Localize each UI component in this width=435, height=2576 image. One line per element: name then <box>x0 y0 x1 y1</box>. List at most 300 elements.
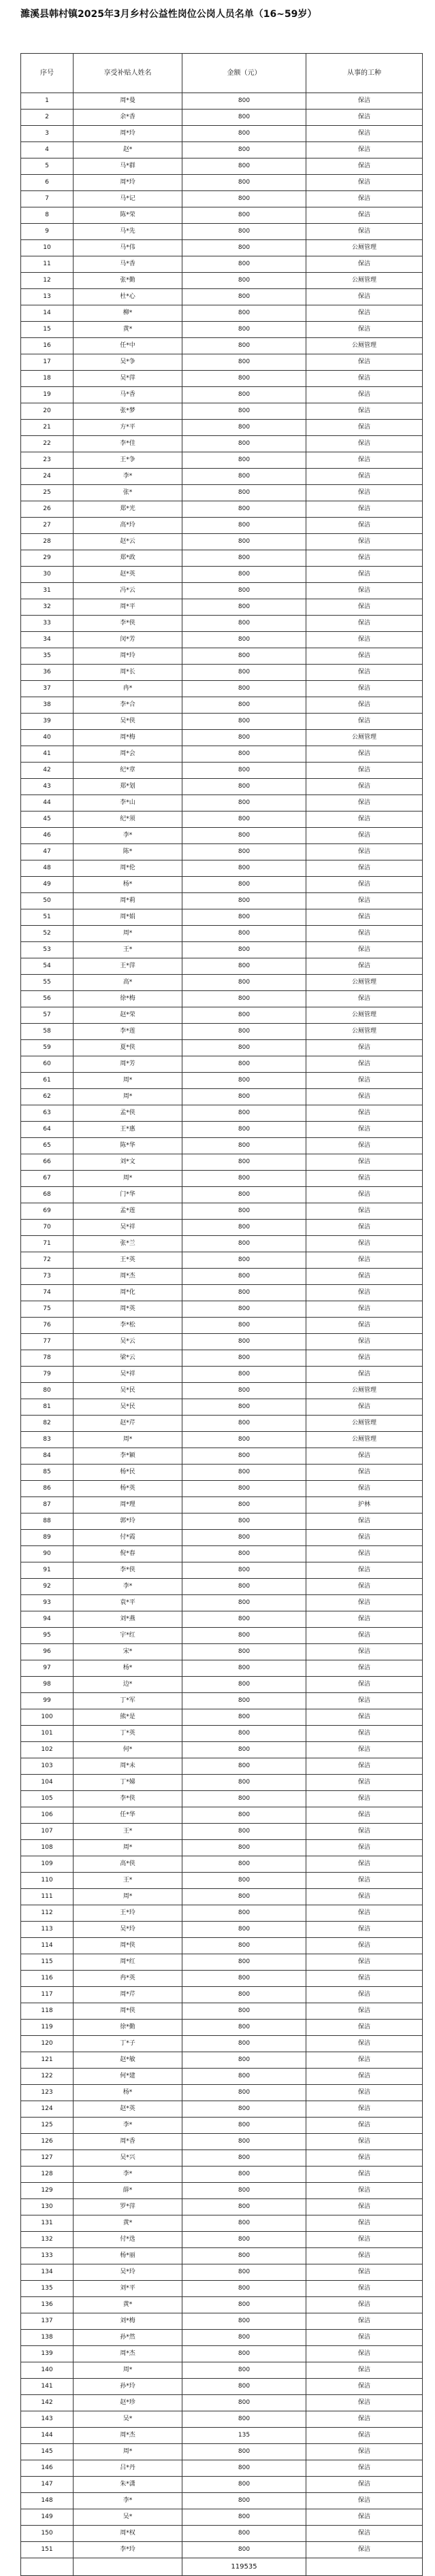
table-row <box>21 289 423 305</box>
row-amount: 800 <box>182 2248 306 2264</box>
row-job: 保洁 <box>306 420 423 436</box>
row-job: 公厕管理 <box>306 1007 423 1024</box>
row-name: 张*梦 <box>74 403 182 420</box>
row-amount: 800 <box>182 501 306 518</box>
row-name: 刘*平 <box>74 2281 182 2297</box>
row-index: 102 <box>21 1742 74 1758</box>
row-amount: 800 <box>182 1644 306 1660</box>
row-index: 40 <box>21 730 74 746</box>
row-name: 周*伦 <box>74 860 182 877</box>
row-index: 76 <box>21 1318 74 1334</box>
row-amount: 800 <box>182 2444 306 2460</box>
row-index: 126 <box>21 2134 74 2150</box>
row-index: 120 <box>21 2036 74 2052</box>
table-row <box>21 1073 423 1089</box>
row-index: 124 <box>21 2101 74 2118</box>
row-amount: 800 <box>182 436 306 452</box>
row-name: 周*莉 <box>74 893 182 909</box>
row-name: 杨* <box>74 1660 182 1677</box>
row-amount: 800 <box>182 2215 306 2232</box>
row-index: 142 <box>21 2395 74 2411</box>
row-amount: 800 <box>182 1562 306 1579</box>
row-index: 130 <box>21 2199 74 2215</box>
row-index: 87 <box>21 1497 74 1513</box>
row-amount: 800 <box>182 1318 306 1334</box>
row-amount: 800 <box>182 338 306 354</box>
row-amount: 800 <box>182 1220 306 1236</box>
table-row <box>21 2069 423 2085</box>
row-amount: 800 <box>182 2477 306 2493</box>
row-job: 保洁 <box>306 305 423 322</box>
row-job: 保洁 <box>306 714 423 730</box>
row-job: 保洁 <box>306 942 423 958</box>
row-name: 高*玲 <box>74 518 182 534</box>
row-job: 保洁 <box>306 175 423 191</box>
row-job: 保洁 <box>306 2150 423 2167</box>
row-job: 保洁 <box>306 452 423 469</box>
row-name: 李*颖 <box>74 1448 182 1465</box>
table-row <box>21 648 423 665</box>
row-amount: 800 <box>182 1742 306 1758</box>
row-index: 9 <box>21 224 74 240</box>
row-amount: 800 <box>182 452 306 469</box>
row-amount: 800 <box>182 256 306 273</box>
table-row <box>21 2101 423 2118</box>
table-row <box>21 1562 423 1579</box>
table-row <box>21 1269 423 1285</box>
row-index: 32 <box>21 599 74 616</box>
row-job: 保洁 <box>306 2183 423 2199</box>
table-row <box>21 795 423 812</box>
row-name: 余*香 <box>74 110 182 126</box>
table-row <box>21 1252 423 1269</box>
row-index: 55 <box>21 975 74 991</box>
row-job: 保洁 <box>306 2313 423 2330</box>
row-amount: 800 <box>182 1334 306 1350</box>
row-job: 保洁 <box>306 877 423 893</box>
row-job: 保洁 <box>306 1889 423 1905</box>
row-job: 保洁 <box>306 1530 423 1546</box>
row-job: 保洁 <box>306 1873 423 1889</box>
row-job: 保洁 <box>306 1040 423 1056</box>
row-amount: 800 <box>182 1089 306 1105</box>
table-row <box>21 175 423 191</box>
row-job: 保洁 <box>306 958 423 975</box>
row-amount: 800 <box>182 469 306 485</box>
table-row <box>21 2036 423 2052</box>
row-job: 保洁 <box>306 2362 423 2379</box>
row-name: 周*长 <box>74 665 182 681</box>
table-row <box>21 583 423 599</box>
table-row <box>21 534 423 550</box>
row-name: 王*惠 <box>74 1122 182 1138</box>
row-job: 保洁 <box>306 1334 423 1350</box>
row-name: 周*未 <box>74 1758 182 1775</box>
table-row <box>21 599 423 616</box>
table-row <box>21 371 423 387</box>
table-row <box>21 387 423 403</box>
table-row <box>21 1546 423 1562</box>
table-row <box>21 1954 423 1971</box>
row-job: 保洁 <box>306 795 423 812</box>
row-job: 保洁 <box>306 616 423 632</box>
row-amount: 800 <box>182 1938 306 1954</box>
row-name: 熊*是 <box>74 1709 182 1726</box>
row-amount: 800 <box>182 2346 306 2362</box>
row-amount: 800 <box>182 1677 306 1693</box>
table-row <box>21 273 423 289</box>
row-amount: 800 <box>182 697 306 714</box>
table-row <box>21 2297 423 2313</box>
row-job: 保洁 <box>306 1824 423 1840</box>
row-name: 周*玲 <box>74 175 182 191</box>
row-amount: 800 <box>182 2297 306 2313</box>
row-amount: 800 <box>182 2183 306 2199</box>
row-index: 23 <box>21 452 74 469</box>
row-amount: 800 <box>182 1595 306 1611</box>
row-index: 84 <box>21 1448 74 1465</box>
row-amount: 800 <box>182 1187 306 1203</box>
table-row <box>21 1383 423 1399</box>
row-job: 保洁 <box>306 632 423 648</box>
row-index: 50 <box>21 893 74 909</box>
row-index: 133 <box>21 2248 74 2264</box>
row-job: 公厕管理 <box>306 1416 423 1432</box>
row-name: 王* <box>74 942 182 958</box>
table-row <box>21 2395 423 2411</box>
row-name: 袁*平 <box>74 1595 182 1611</box>
row-index: 147 <box>21 2477 74 2493</box>
row-job: 保洁 <box>306 665 423 681</box>
row-name: 吴*祥 <box>74 1367 182 1383</box>
row-amount: 800 <box>182 1301 306 1318</box>
table-row <box>21 1758 423 1775</box>
row-index: 62 <box>21 1089 74 1105</box>
row-amount: 800 <box>182 991 306 1007</box>
table-row <box>21 860 423 877</box>
row-amount: 800 <box>182 93 306 110</box>
row-index: 131 <box>21 2215 74 2232</box>
row-index: 86 <box>21 1481 74 1497</box>
table-row <box>21 2134 423 2150</box>
table-row <box>21 126 423 142</box>
row-job: 保洁 <box>306 1562 423 1579</box>
row-amount: 800 <box>182 1416 306 1432</box>
row-name: 柳* <box>74 305 182 322</box>
row-amount: 800 <box>182 1807 306 1824</box>
row-name: 高* <box>74 975 182 991</box>
table-row <box>21 2542 423 2558</box>
table-row <box>21 877 423 893</box>
row-name: 郭*玲 <box>74 1513 182 1530</box>
row-name: 赵*敏 <box>74 2052 182 2069</box>
row-amount: 800 <box>182 420 306 436</box>
row-name: 丁*娣 <box>74 1775 182 1791</box>
row-amount: 800 <box>182 1497 306 1513</box>
table-row <box>21 1089 423 1105</box>
row-name: 梁*云 <box>74 1350 182 1367</box>
row-amount: 800 <box>182 1660 306 1677</box>
row-amount: 800 <box>182 665 306 681</box>
row-name: 冉* <box>74 681 182 697</box>
row-job: 保洁 <box>306 1726 423 1742</box>
row-index: 82 <box>21 1416 74 1432</box>
table-row <box>21 2493 423 2509</box>
row-index: 148 <box>21 2493 74 2509</box>
table-row <box>21 763 423 779</box>
row-job: 保洁 <box>306 1105 423 1122</box>
row-job: 保洁 <box>306 1987 423 2003</box>
row-amount: 800 <box>182 1824 306 1840</box>
row-index: 27 <box>21 518 74 534</box>
row-index: 6 <box>21 175 74 191</box>
row-job: 保洁 <box>306 1089 423 1105</box>
table-row <box>21 1122 423 1138</box>
row-amount: 800 <box>182 2264 306 2281</box>
row-index: 80 <box>21 1383 74 1399</box>
row-index: 85 <box>21 1465 74 1481</box>
row-job: 保洁 <box>306 1791 423 1807</box>
row-job: 保洁 <box>306 860 423 877</box>
row-name: 杨*英 <box>74 1481 182 1497</box>
row-index: 96 <box>21 1644 74 1660</box>
row-name: 马*香 <box>74 256 182 273</box>
row-amount: 800 <box>182 1269 306 1285</box>
row-index: 107 <box>21 1824 74 1840</box>
row-job: 保洁 <box>306 2069 423 2085</box>
row-job: 保洁 <box>306 1905 423 1922</box>
table-row <box>21 746 423 763</box>
row-amount: 800 <box>182 273 306 289</box>
row-name: 纪*章 <box>74 763 182 779</box>
row-name: 李*莲 <box>74 1024 182 1040</box>
row-name: 赵* <box>74 142 182 158</box>
row-amount: 800 <box>182 1481 306 1497</box>
table-row <box>21 616 423 632</box>
table-row <box>21 1154 423 1171</box>
row-index: 4 <box>21 142 74 158</box>
row-amount: 800 <box>182 2101 306 2118</box>
row-name: 黄* <box>74 2297 182 2313</box>
row-job: 保洁 <box>306 256 423 273</box>
row-index: 117 <box>21 1987 74 2003</box>
row-amount: 800 <box>182 795 306 812</box>
row-job: 保洁 <box>306 2509 423 2526</box>
row-index: 145 <box>21 2444 74 2460</box>
row-amount: 800 <box>182 648 306 665</box>
row-name: 周* <box>74 1073 182 1089</box>
row-name: 周*杰 <box>74 2428 182 2444</box>
table-row <box>21 909 423 926</box>
row-amount: 800 <box>182 175 306 191</box>
row-index: 122 <box>21 2069 74 2085</box>
row-amount: 800 <box>182 224 306 240</box>
row-job: 公厕管理 <box>306 338 423 354</box>
header-name: 享受补贴人姓名 <box>74 54 182 93</box>
row-amount: 800 <box>182 207 306 224</box>
row-job: 保洁 <box>306 812 423 828</box>
row-index: 44 <box>21 795 74 812</box>
row-index: 58 <box>21 1024 74 1040</box>
table-row <box>21 1644 423 1660</box>
table-row <box>21 501 423 518</box>
row-amount: 800 <box>182 1252 306 1269</box>
row-job: 保洁 <box>306 1595 423 1611</box>
row-index: 116 <box>21 1971 74 1987</box>
table-row <box>21 142 423 158</box>
row-job: 保洁 <box>306 1579 423 1595</box>
row-amount: 800 <box>182 877 306 893</box>
row-name: 赵*荣 <box>74 1007 182 1024</box>
row-job: 保洁 <box>306 2493 423 2509</box>
row-name: 李*山 <box>74 795 182 812</box>
table-row <box>21 518 423 534</box>
row-job: 保洁 <box>306 599 423 616</box>
row-amount: 800 <box>182 1856 306 1873</box>
row-index: 30 <box>21 567 74 583</box>
row-amount: 800 <box>182 828 306 844</box>
row-index: 19 <box>21 387 74 403</box>
row-job: 保洁 <box>306 1187 423 1203</box>
table-row <box>21 1693 423 1709</box>
row-amount: 800 <box>182 1579 306 1595</box>
row-amount: 800 <box>182 1056 306 1073</box>
row-name: 王*英 <box>74 1252 182 1269</box>
row-name: 周*芹 <box>74 1987 182 2003</box>
row-job: 公厕管理 <box>306 1024 423 1040</box>
row-amount: 800 <box>182 550 306 567</box>
table-row <box>21 1465 423 1481</box>
row-job: 保洁 <box>306 2248 423 2264</box>
row-index: 21 <box>21 420 74 436</box>
row-index: 101 <box>21 1726 74 1742</box>
row-index: 13 <box>21 289 74 305</box>
row-index: 121 <box>21 2052 74 2069</box>
row-amount: 800 <box>182 1791 306 1807</box>
row-amount: 800 <box>182 893 306 909</box>
row-job: 保洁 <box>306 534 423 550</box>
table-row <box>21 1138 423 1154</box>
row-index: 33 <box>21 616 74 632</box>
table-row <box>21 1905 423 1922</box>
row-job: 保洁 <box>306 518 423 534</box>
row-name: 孙*玲 <box>74 2379 182 2395</box>
table-row <box>21 844 423 860</box>
row-job: 保洁 <box>306 1220 423 1236</box>
table-row <box>21 1497 423 1513</box>
table-row <box>21 1007 423 1024</box>
row-name: 吴*侠 <box>74 714 182 730</box>
row-amount: 800 <box>182 110 306 126</box>
table-row <box>21 1775 423 1791</box>
row-job: 保洁 <box>306 2542 423 2558</box>
row-index: 2 <box>21 110 74 126</box>
row-index: 114 <box>21 1938 74 1954</box>
table-row <box>21 1824 423 1840</box>
row-index: 29 <box>21 550 74 567</box>
row-name: 徐*梅 <box>74 991 182 1007</box>
row-job: 保洁 <box>306 1171 423 1187</box>
row-job: 保洁 <box>306 403 423 420</box>
row-name: 周* <box>74 2362 182 2379</box>
table-row <box>21 1024 423 1040</box>
row-amount: 800 <box>182 779 306 795</box>
table-row <box>21 1513 423 1530</box>
row-job: 保洁 <box>306 93 423 110</box>
row-job: 保洁 <box>306 1154 423 1171</box>
row-name: 周*英 <box>74 1301 182 1318</box>
table-row <box>21 1203 423 1220</box>
row-name: 何* <box>74 1742 182 1758</box>
table-row <box>21 2003 423 2020</box>
row-name: 冯*云 <box>74 583 182 599</box>
row-index: 25 <box>21 485 74 501</box>
row-index: 113 <box>21 1922 74 1938</box>
row-name: 陈*华 <box>74 1138 182 1154</box>
row-amount: 800 <box>182 2379 306 2395</box>
row-amount: 800 <box>182 1448 306 1465</box>
row-name: 冉*英 <box>74 1971 182 1987</box>
row-name: 任*华 <box>74 1807 182 1824</box>
row-amount: 800 <box>182 1383 306 1399</box>
row-job: 保洁 <box>306 371 423 387</box>
table-row <box>21 110 423 126</box>
row-name: 朱*潇 <box>74 2477 182 2493</box>
row-name: 周*玲 <box>74 126 182 142</box>
row-index: 66 <box>21 1154 74 1171</box>
row-job: 保洁 <box>306 2428 423 2444</box>
row-job: 保洁 <box>306 550 423 567</box>
row-name: 李*玲 <box>74 2542 182 2558</box>
table-row <box>21 1987 423 2003</box>
row-index: 14 <box>21 305 74 322</box>
table-row <box>21 158 423 175</box>
row-index: 98 <box>21 1677 74 1693</box>
table-body <box>21 93 423 2558</box>
row-amount: 800 <box>182 371 306 387</box>
table-row <box>21 632 423 648</box>
header-index: 序号 <box>21 54 74 93</box>
row-index: 129 <box>21 2183 74 2199</box>
row-job: 公厕管理 <box>306 1432 423 1448</box>
table-row <box>21 2264 423 2281</box>
row-amount: 800 <box>182 534 306 550</box>
row-job: 保洁 <box>306 681 423 697</box>
row-amount: 800 <box>182 387 306 403</box>
table-row <box>21 2167 423 2183</box>
row-name: 李*侠 <box>74 616 182 632</box>
row-name: 吕*丹 <box>74 2460 182 2477</box>
row-amount: 800 <box>182 1203 306 1220</box>
row-amount: 800 <box>182 1971 306 1987</box>
table-row <box>21 1220 423 1236</box>
total-amount: 119535 <box>182 2558 306 2576</box>
row-amount: 800 <box>182 1154 306 1171</box>
row-index: 141 <box>21 2379 74 2395</box>
row-index: 49 <box>21 877 74 893</box>
row-job: 保洁 <box>306 110 423 126</box>
row-index: 63 <box>21 1105 74 1122</box>
row-name: 李*合 <box>74 697 182 714</box>
row-name: 周*侠 <box>74 1938 182 1954</box>
row-index: 73 <box>21 1269 74 1285</box>
row-amount: 800 <box>182 2330 306 2346</box>
table-row <box>21 2477 423 2493</box>
row-amount: 800 <box>182 2281 306 2297</box>
table-row <box>21 2232 423 2248</box>
row-index: 26 <box>21 501 74 518</box>
row-amount: 800 <box>182 142 306 158</box>
